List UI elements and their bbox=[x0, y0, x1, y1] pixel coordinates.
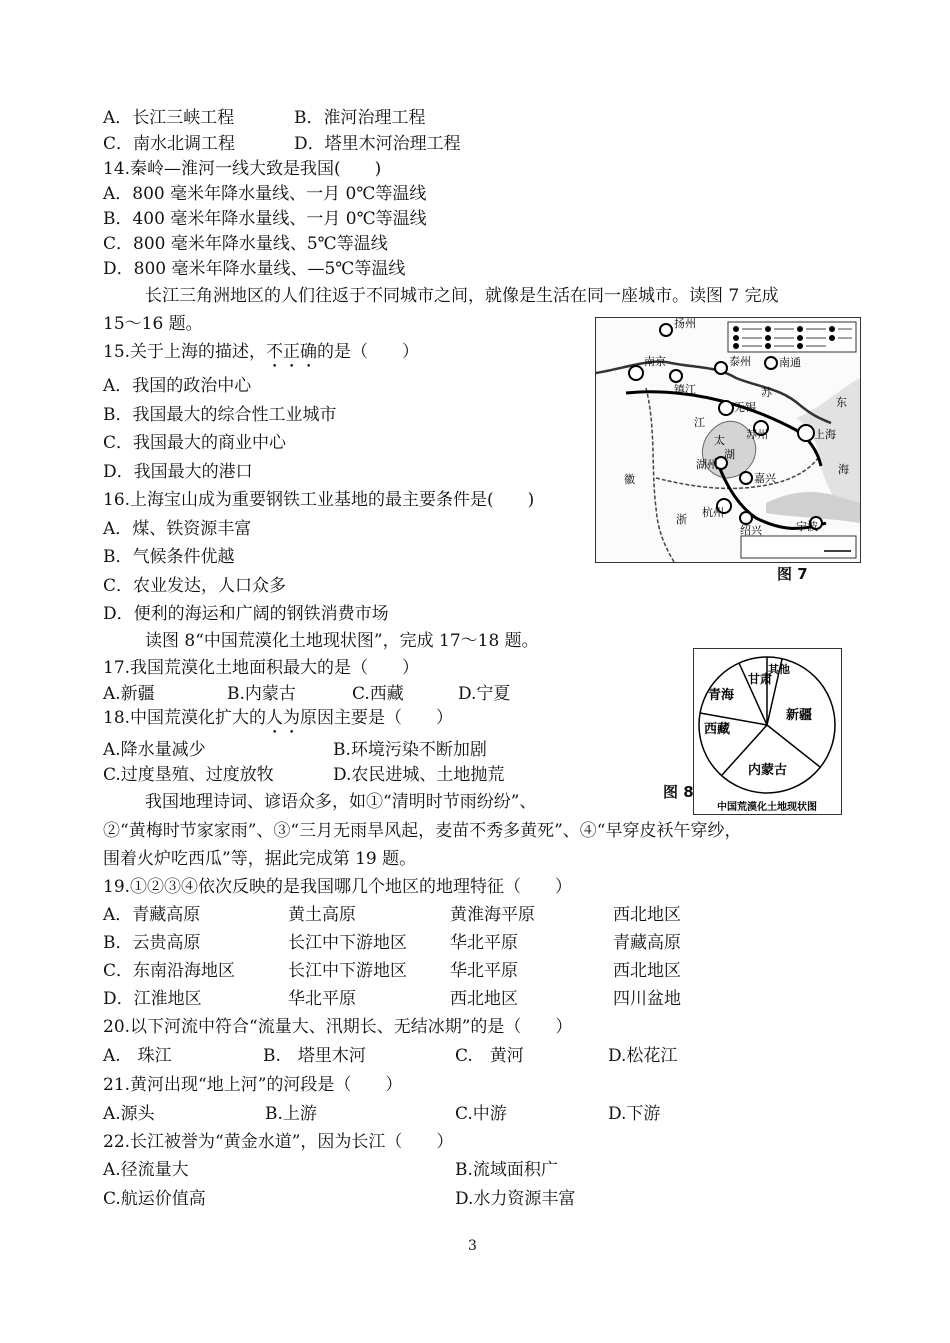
city-label-shanghai: 上海 bbox=[814, 428, 836, 441]
city-label-nantong: 南通 bbox=[779, 356, 801, 369]
figure-8-caption: 图 8 bbox=[663, 783, 694, 801]
city-label-ningbo: 宁波 bbox=[796, 520, 818, 533]
pie-label-other: 其他 bbox=[768, 663, 790, 676]
figure-8-pie-chart bbox=[693, 648, 842, 815]
q19-option-c-col4: 西北地区 bbox=[613, 961, 681, 981]
q18-option-c: C.过度垦殖、过度放牧 bbox=[103, 765, 274, 785]
q16-option-b: B．气候条件优越 bbox=[103, 547, 235, 567]
q16-option-d: D．便利的海运和广阔的钢铁消费市场 bbox=[103, 604, 389, 624]
figure-7-map bbox=[595, 317, 861, 563]
city-label-shaoxing: 绍兴 bbox=[740, 524, 762, 537]
q18-stem bbox=[103, 707, 453, 738]
q13-option-d: D．塔里木河治理工程 bbox=[294, 134, 461, 154]
q15-option-b: B．我国最大的综合性工业城市 bbox=[103, 405, 337, 425]
q17-option-c: C.西藏 bbox=[352, 684, 404, 704]
page-number: 3 bbox=[468, 1238, 477, 1254]
pie-label-qinghai: 青海 bbox=[708, 688, 735, 703]
q13-option-a: A．长江三峡工程 bbox=[103, 108, 235, 128]
q20-option-a: A. 珠江 bbox=[103, 1046, 172, 1066]
q21-option-b: B.上游 bbox=[265, 1104, 317, 1124]
q14-option-a: A．800 毫米年降水量线、一月 0℃等温线 bbox=[103, 184, 427, 204]
intro-19-line2: ②“黄梅时节家家雨”、③“三月无雨旱风起，麦苗不秀多黄死”、④“早穿皮袄午穿纱， bbox=[103, 821, 742, 841]
q19-option-a-col3: 黄淮海平原 bbox=[450, 905, 535, 925]
q16-stem: 16.上海宝山成为重要钢铁工业基地的最主要条件是( ) bbox=[103, 490, 535, 510]
pie-label-neimenggu: 内蒙古 bbox=[748, 763, 788, 778]
q15-stem bbox=[103, 341, 419, 372]
q19-option-c-col3: 华北平原 bbox=[450, 961, 518, 981]
q22-option-b: B.流域面积广 bbox=[455, 1160, 558, 1180]
q15-option-a: A．我国的政治中心 bbox=[103, 376, 252, 396]
q20-option-d: D.松花江 bbox=[608, 1046, 678, 1066]
q22-stem: 22.长江被誉为“黄金水道”，因为长江（ ） bbox=[103, 1132, 454, 1152]
city-label-zhenjiang: 镇江 bbox=[674, 383, 696, 396]
q13-option-b: B．淮河治理工程 bbox=[294, 108, 426, 128]
figure-8-title: 中国荒漠化土地现状图 bbox=[717, 802, 817, 813]
city-label-wuxi: 无锡 bbox=[734, 401, 756, 414]
q22-option-d: D.水力资源丰富 bbox=[455, 1189, 576, 1209]
q22-option-c: C.航运价值高 bbox=[103, 1189, 206, 1209]
q18-option-b: B.环境污染不断加剧 bbox=[333, 740, 487, 760]
pie-label-xizang: 西藏 bbox=[704, 722, 731, 737]
region-label-su: 苏 bbox=[761, 386, 772, 399]
pie-label-gansu: 甘肃 bbox=[748, 672, 773, 686]
q14-option-d: D．800 毫米年降水量线、—5℃等温线 bbox=[103, 259, 406, 279]
q15-stem-pre: 15.关于上海的描述， bbox=[103, 342, 267, 362]
q17-option-a: A.新疆 bbox=[103, 684, 155, 704]
q14-stem: 14.秦岭—淮河一线大致是我国( ) bbox=[103, 159, 382, 179]
q15-stem-emphasis: 不正确 bbox=[266, 342, 318, 362]
q15-option-c: C．我国最大的商业中心 bbox=[103, 433, 287, 453]
city-label-jiaxing: 嘉兴 bbox=[754, 472, 776, 485]
city-label-yangzhou: 扬州 bbox=[674, 318, 696, 330]
q21-stem: 21.黄河出现“地上河”的河段是（ ） bbox=[103, 1075, 403, 1095]
region-label-dong: 东 bbox=[836, 396, 847, 409]
intro-17-18: 读图 8“中国荒漠化土地现状图”，完成 17～18 题。 bbox=[145, 631, 539, 651]
region-label-zhe: 浙 bbox=[676, 513, 687, 526]
q19-option-b-col1: B．云贵高原 bbox=[103, 933, 201, 953]
q18-stem-pre: 18.中国荒漠化扩大的 bbox=[103, 708, 267, 728]
region-label-hai: 海 bbox=[838, 463, 849, 476]
q18-option-a: A.降水量减少 bbox=[103, 740, 206, 760]
q19-option-d-col2: 华北平原 bbox=[288, 989, 356, 1009]
q17-option-d: D.宁夏 bbox=[458, 684, 511, 704]
city-label-huzhou: 湖州 bbox=[696, 458, 718, 471]
q18-stem-post: 原因主要是（ ） bbox=[300, 708, 454, 728]
q19-stem: 19.①②③④依次反映的是我国哪几个地区的地理特征（ ） bbox=[103, 877, 573, 897]
q19-option-d-col3: 西北地区 bbox=[450, 989, 518, 1009]
q19-option-a-col2: 黄土高原 bbox=[288, 905, 356, 925]
region-label-hu: 湖 bbox=[724, 448, 735, 461]
q21-option-d: D.下游 bbox=[608, 1104, 661, 1124]
intro-15-16-line1: 长江三角洲地区的人们往返于不同城市之间，就像是生活在同一座城市。读图 7 完成 bbox=[145, 286, 779, 306]
city-label-taizhou: 泰州 bbox=[729, 355, 751, 368]
region-label-hui: 徽 bbox=[624, 473, 635, 486]
q13-option-c: C．南水北调工程 bbox=[103, 134, 236, 154]
q19-option-b-col2: 长江中下游地区 bbox=[288, 933, 407, 953]
q19-option-d-col1: D．江淮地区 bbox=[103, 989, 202, 1009]
intro-15-16-line2: 15～16 题。 bbox=[103, 314, 203, 334]
city-label-suzhou: 苏州 bbox=[746, 428, 768, 441]
q17-stem: 17.我国荒漠化土地面积最大的是（ ） bbox=[103, 658, 420, 678]
q21-option-a: A.源头 bbox=[103, 1104, 155, 1124]
figure-7-caption: 图 7 bbox=[777, 565, 808, 583]
city-label-nanjing: 南京 bbox=[644, 355, 666, 368]
q18-option-d: D.农民进城、土地抛荒 bbox=[333, 765, 505, 785]
q15-stem-post: 的是（ ） bbox=[317, 342, 420, 362]
q19-option-d-col4: 四川盆地 bbox=[613, 989, 681, 1009]
intro-19-line1: 我国地理诗词、谚语众多，如①“清明时节雨纷纷”、 bbox=[145, 792, 537, 812]
desertification-pie bbox=[694, 649, 841, 814]
q19-option-c-col2: 长江中下游地区 bbox=[288, 961, 407, 981]
intro-19-line3: 围着火炉吃西瓜”等，据此完成第 19 题。 bbox=[103, 849, 417, 869]
q19-option-a-col1: A．青藏高原 bbox=[103, 905, 201, 925]
q20-stem: 20.以下河流中符合“流量大、汛期长、无结冰期”的是（ ） bbox=[103, 1017, 573, 1037]
q16-option-a: A．煤、铁资源丰富 bbox=[103, 519, 252, 539]
q16-option-c: C．农业发达，人口众多 bbox=[103, 576, 287, 596]
q14-option-b: B．400 毫米年降水量线、一月 0℃等温线 bbox=[103, 209, 427, 229]
q19-option-a-col4: 西北地区 bbox=[613, 905, 681, 925]
region-label-jiang: 江 bbox=[694, 416, 705, 429]
q14-option-c: C．800 毫米年降水量线、5℃等温线 bbox=[103, 234, 388, 254]
q19-option-b-col4: 青藏高原 bbox=[613, 933, 681, 953]
q22-option-a: A.径流量大 bbox=[103, 1160, 189, 1180]
q15-option-d: D．我国最大的港口 bbox=[103, 462, 253, 482]
q21-option-c: C.中游 bbox=[455, 1104, 507, 1124]
q20-option-c: C. 黄河 bbox=[455, 1046, 524, 1066]
region-label-tai: 太 bbox=[714, 434, 725, 447]
city-label-hangzhou: 杭州 bbox=[702, 506, 724, 519]
q17-option-b: B.内蒙古 bbox=[227, 684, 296, 704]
q18-stem-emphasis: 人为 bbox=[266, 708, 301, 728]
yangtze-delta-map bbox=[596, 318, 860, 562]
q19-option-b-col3: 华北平原 bbox=[450, 933, 518, 953]
q19-option-c-col1: C．东南沿海地区 bbox=[103, 961, 236, 981]
q20-option-b: B. 塔里木河 bbox=[263, 1046, 366, 1066]
pie-label-xinjiang: 新疆 bbox=[786, 708, 813, 723]
